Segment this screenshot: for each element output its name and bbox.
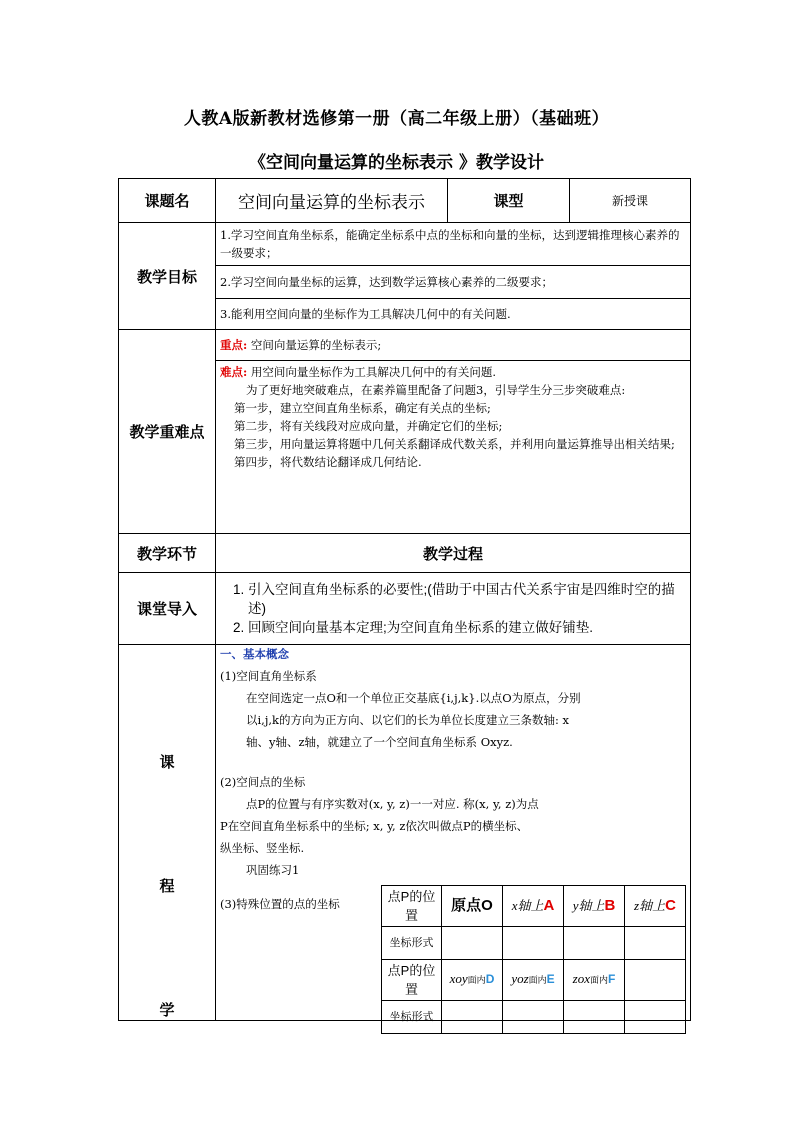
- sub-head: 点P的位置: [382, 886, 442, 927]
- doc-title-line1: 人教A版新教材选修第一册（高二年级上册）（基础班）: [183, 109, 610, 129]
- coord-cell[interactable]: [625, 927, 686, 960]
- concept-2-line: 点P的位置与有序实数对(x, y, z)一一对应. 称(x, y, z)为点: [246, 797, 539, 811]
- step-3: 第三步，用向量运算将题中几何关系翻译成代数关系，并利用向量运算推导出相关结果;: [234, 437, 675, 451]
- position-origin: 原点O: [442, 886, 503, 927]
- section-value: 教学过程: [216, 534, 691, 573]
- coord-cell[interactable]: [442, 1001, 503, 1034]
- key-point: [216, 330, 690, 361]
- key-tag: 重点:: [220, 338, 248, 352]
- key-text: 空间向量运算的坐标表示;: [250, 338, 382, 352]
- sub-row-position: [382, 886, 686, 927]
- process-label-char: 程: [159, 877, 175, 895]
- lesson-type-value: 新授课: [570, 179, 691, 223]
- row-topic: [119, 179, 691, 223]
- intro-item: 2. 回顾空间向量基本定理;为空间直角坐标系的建立做好铺垫.: [248, 618, 684, 637]
- row-key-points: [119, 330, 691, 534]
- sub-row-position-2: [382, 960, 686, 1001]
- sub-head: 坐标形式: [382, 1001, 442, 1034]
- process-label: [119, 645, 216, 1021]
- concept-2-line: P在空间直角坐标系中的坐标; x, y, z依次叫做点P的横坐标、: [220, 819, 529, 833]
- concept-1-line: 以i,j,k的方向为正方向、以它们的长为单位长度建立三条数轴: x: [246, 713, 570, 727]
- row-goals: [119, 223, 691, 330]
- lesson-type-label: 课型: [448, 179, 570, 223]
- coord-cell[interactable]: [564, 1001, 625, 1034]
- empty-cell: [625, 960, 686, 1001]
- position-xoy: xoy面内D: [442, 960, 503, 1001]
- sub-head: 坐标形式: [382, 927, 442, 960]
- concept-2-title: (2)空间点的坐标: [220, 775, 306, 789]
- row-class-intro: [119, 573, 691, 645]
- process-heading: 一、基本概念: [220, 647, 289, 661]
- class-intro-label: 课堂导入: [119, 573, 216, 645]
- coord-cell[interactable]: [503, 927, 564, 960]
- coord-cell[interactable]: [564, 927, 625, 960]
- step-4: 第四步，将代数结论翻译成几何结论.: [234, 455, 422, 469]
- exercise-label: 巩固练习1: [246, 863, 300, 877]
- goals-list: [216, 223, 690, 329]
- section-label: 教学环节: [119, 534, 216, 573]
- goal-item: 3.能利用空间向量的坐标作为工具解决几何中的有关问题.: [216, 299, 690, 330]
- concept-1-line: 轴、y轴、z轴，就建立了一个空间直角坐标系 Oxyz.: [246, 735, 513, 749]
- concept-1-line: 在空间选定一点O和一个单位正交基底{i,j,k}.以点O为原点，分别: [246, 691, 581, 705]
- difficulty-intro: 为了更好地突破难点，在素养篇里配备了问题3，引导学生分三步突破难点:: [246, 383, 626, 397]
- concept-1-title: (1)空间直角坐标系: [220, 669, 317, 683]
- concept-2-line: 纵坐标、竖坐标.: [220, 841, 305, 855]
- goals-label: 教学目标: [119, 223, 216, 330]
- row-section-header: [119, 534, 691, 573]
- doc-title-line2: 《空间向量运算的坐标表示 》教学设计: [249, 153, 544, 173]
- difficulty-text: 用空间向量坐标作为工具解决几何中的有关问题.: [250, 365, 497, 379]
- position-x-axis: x轴上A: [503, 886, 564, 927]
- coord-cell[interactable]: [503, 1001, 564, 1034]
- class-intro-list: [216, 576, 690, 641]
- position-z-axis: z轴上C: [625, 886, 686, 927]
- special-points-table: [381, 885, 686, 1034]
- process-label-char: 课: [159, 753, 175, 771]
- sub-head: 点P的位置: [382, 960, 442, 1001]
- lesson-plan-table: [118, 178, 691, 1021]
- position-yoz: yoz面内E: [503, 960, 564, 1001]
- coord-cell[interactable]: [625, 1001, 686, 1034]
- intro-item: 1. 引入空间直角坐标系的必要性;(借助于中国古代关系宇宙是四维时空的描述): [248, 580, 684, 618]
- position-zox: zox面内F: [564, 960, 625, 1001]
- topic-value: 空间向量运算的坐标表示: [216, 179, 448, 223]
- position-y-axis: y轴上B: [564, 886, 625, 927]
- step-1: 第一步，建立空间直角坐标系，确定有关点的坐标;: [234, 401, 491, 415]
- key-points-label: 教学重难点: [119, 330, 216, 534]
- row-process: [119, 645, 691, 1021]
- process-label-char: 学: [159, 1001, 175, 1019]
- sub-row-coords: [382, 927, 686, 960]
- difficulty-tag: 难点:: [220, 365, 248, 379]
- difficult-point: [216, 361, 690, 534]
- sub-row-coords-2: [382, 1001, 686, 1034]
- process-content: [216, 645, 690, 1023]
- coord-cell[interactable]: [442, 927, 503, 960]
- goal-item: 2.学习空间向量坐标的运算，达到数学运算核心素养的二级要求；: [216, 266, 690, 299]
- concept-3-title: (3)特殊位置的点的坐标: [220, 897, 340, 911]
- step-2: 第二步，将有关线段对应成向量，并确定它们的坐标;: [234, 419, 503, 433]
- topic-label: 课题名: [119, 179, 216, 223]
- goal-item: 1.学习空间直角坐标系，能确定坐标系中点的坐标和向量的坐标，达到逻辑推理核心素养的一级要求；: [220, 228, 680, 260]
